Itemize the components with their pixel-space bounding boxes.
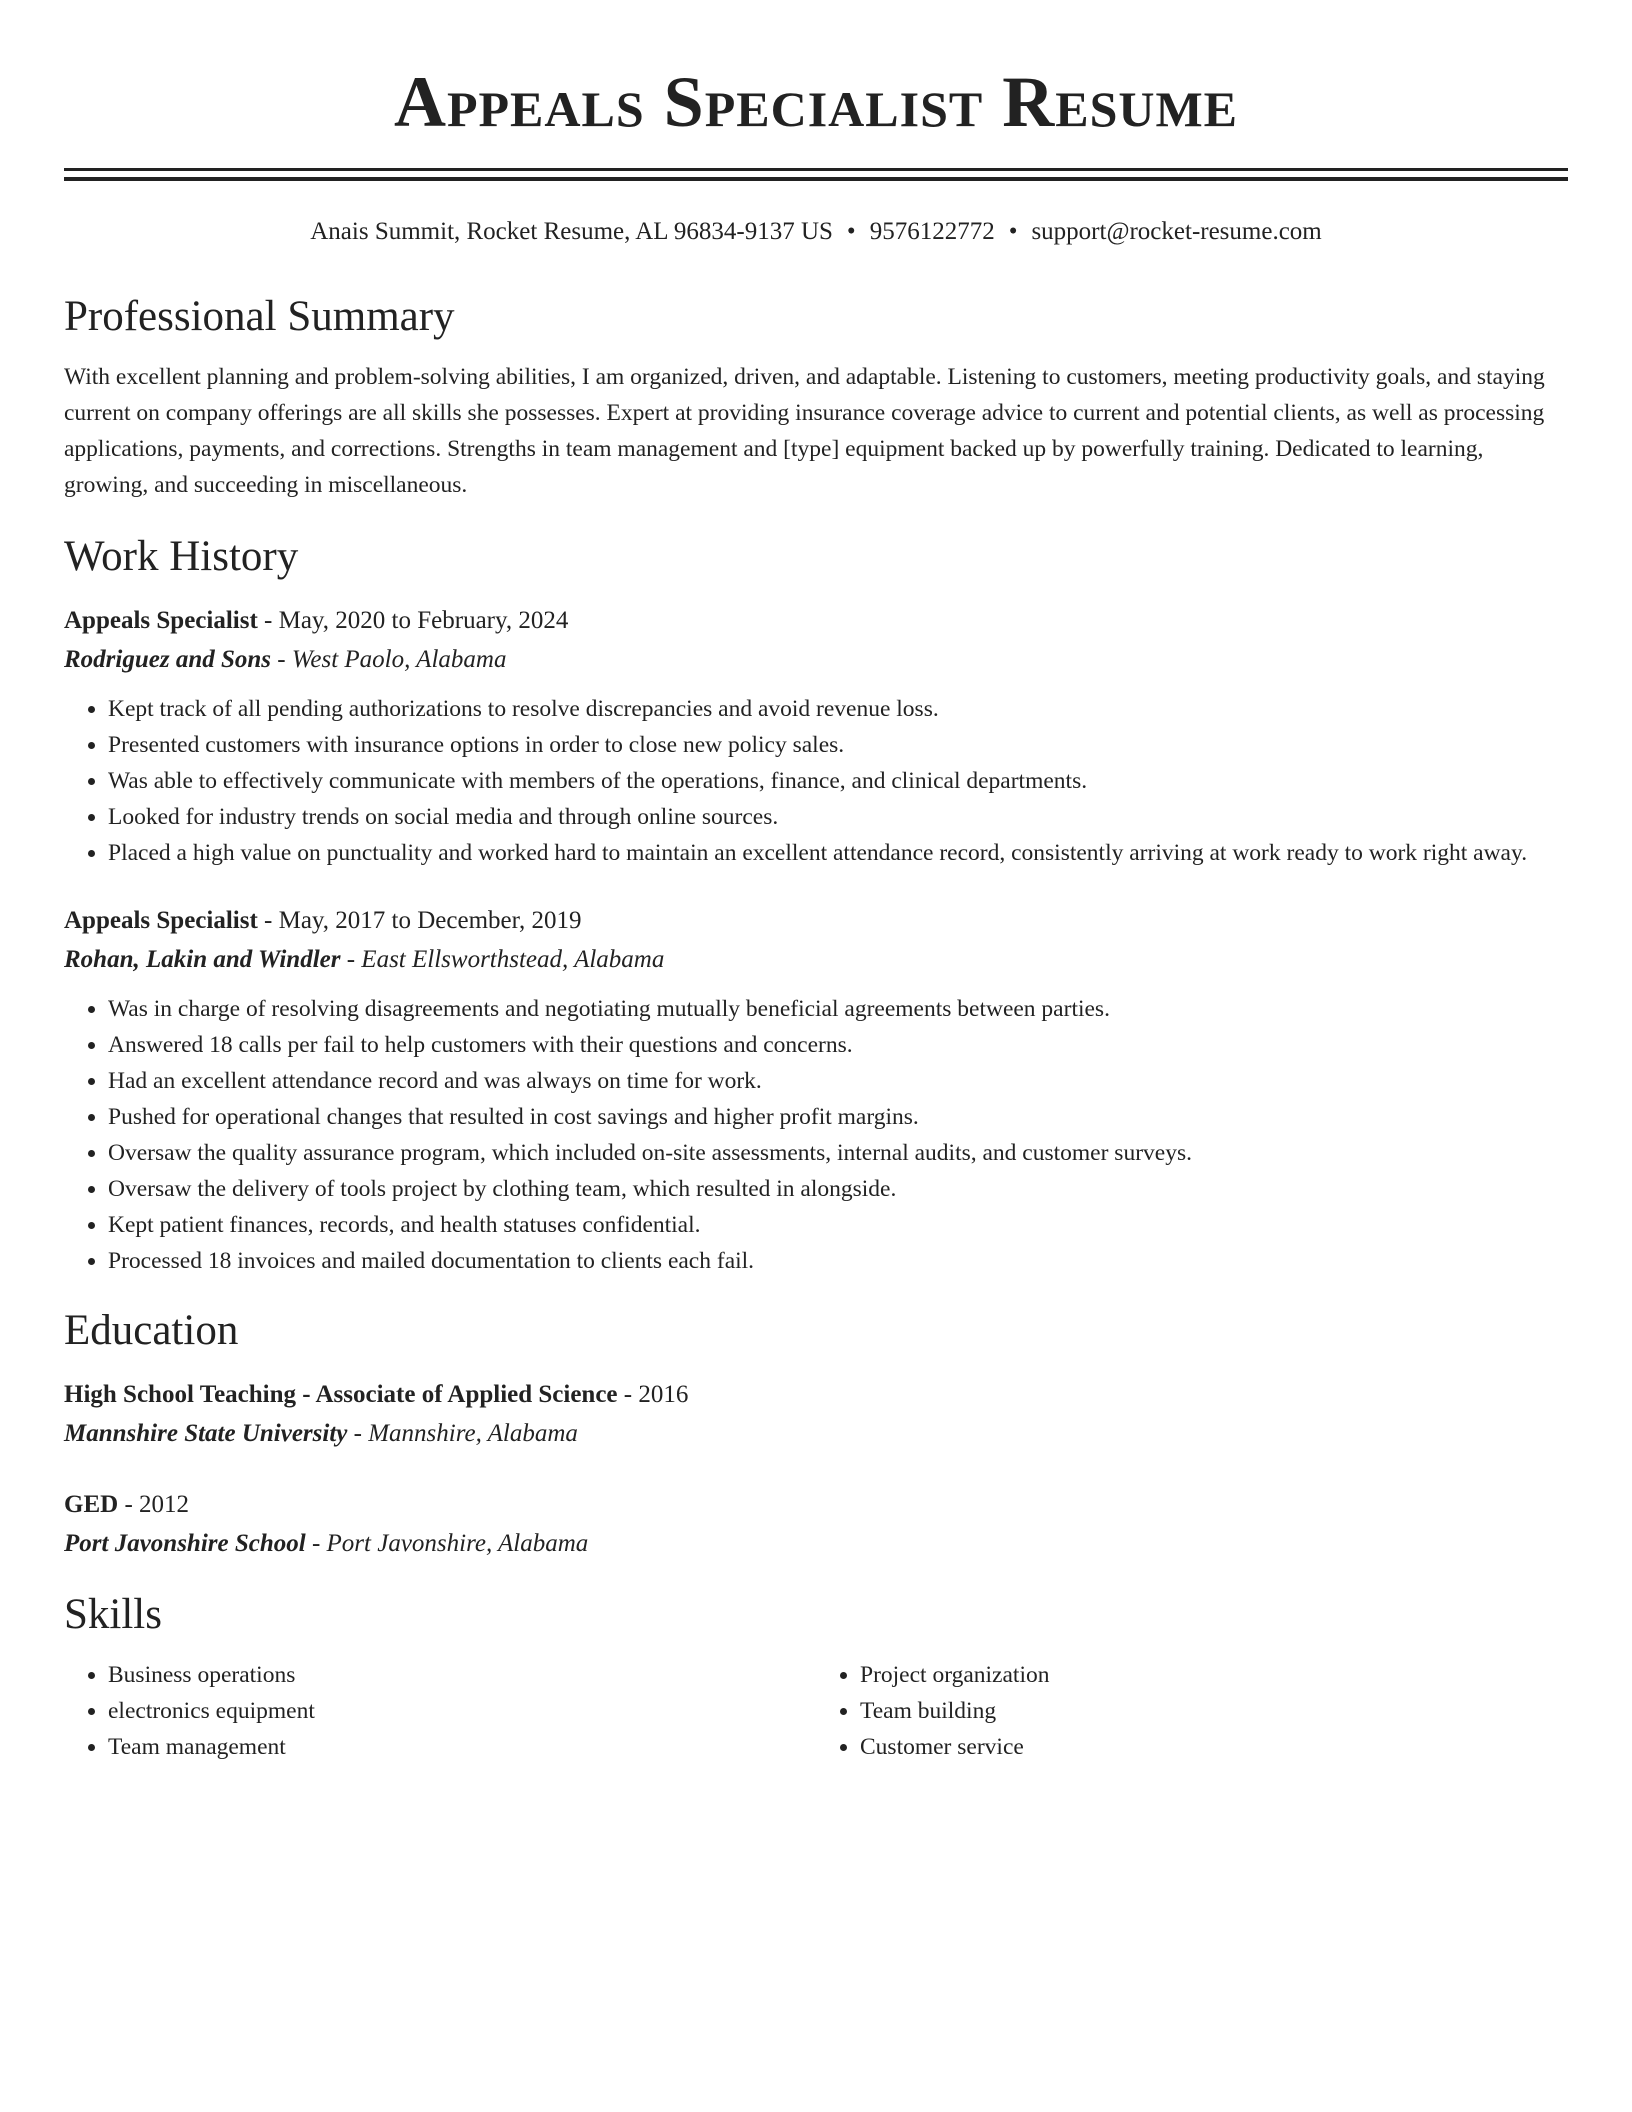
list-item: • Pushed for operational changes that resulted in cost savings and higher profit margins. xyxy=(108,1099,1568,1135)
list-item: • Placed a high value on punctuality and worked hard to maintain an excellent attendance record, consistently arriving at work ready to work right away. xyxy=(108,835,1568,871)
list-item: • Was in charge of resolving disagreements and negotiating mutually beneficial agreements between parties. xyxy=(108,991,1568,1027)
education-year: - 2012 xyxy=(118,1491,190,1518)
list-item: • Answered 18 calls per fail to help customers with their questions and concerns. xyxy=(108,1027,1568,1063)
education-degree-line xyxy=(64,1375,1568,1414)
job-company-line xyxy=(64,640,1568,679)
title-rule-top xyxy=(64,168,1568,171)
work-history-heading: Work History xyxy=(64,533,299,580)
job-company: Rohan, Lakin and Windler xyxy=(64,946,341,973)
education-heading: Education xyxy=(64,1307,239,1354)
job-role: Appeals Specialist xyxy=(64,907,258,934)
education-school-line xyxy=(64,1414,1568,1453)
list-item: • Oversaw the delivery of tools project by clothing team, which resulted in alongside. xyxy=(108,1171,1568,1207)
education-school-line xyxy=(64,1524,1568,1563)
skills-left-column xyxy=(64,1657,816,1765)
job-bullets xyxy=(64,991,1568,1279)
list-item: • Processed 18 invoices and mailed documentation to clients each fail. xyxy=(108,1243,1568,1279)
education-entry xyxy=(64,1485,1568,1563)
resume-title: Appeals Specialist Resume xyxy=(393,62,1239,142)
title-rule-bottom xyxy=(64,177,1568,181)
job-title-line xyxy=(64,901,1568,940)
education-location: - Mannshire, Alabama xyxy=(347,1420,578,1447)
list-item: • Looked for industry trends on social media and through online sources. xyxy=(108,799,1568,835)
job-entry xyxy=(64,901,1568,1279)
list-item: • Was able to effectively communicate with members of the operations, finance, and clinical departments. xyxy=(108,763,1568,799)
education-entry xyxy=(64,1375,1568,1453)
contact-line xyxy=(64,215,1568,249)
skills-columns xyxy=(64,1657,1568,1765)
job-role: Appeals Specialist xyxy=(64,607,258,634)
education-location: - Port Javonshire, Alabama xyxy=(305,1530,589,1557)
summary-heading: Professional Summary xyxy=(64,293,455,340)
education-degree: GED xyxy=(64,1491,119,1518)
education-year: - 2016 xyxy=(617,1381,689,1408)
job-dates: - May, 2017 to December, 2019 xyxy=(257,907,582,934)
skill-item: • electronics equipment xyxy=(108,1693,816,1729)
job-bullets xyxy=(64,691,1568,871)
contact-phone: 9576122772 xyxy=(869,218,995,245)
education-school: Mannshire State University xyxy=(64,1420,348,1447)
job-location: - West Paolo, Alabama xyxy=(271,646,507,673)
skill-item: • Business operations xyxy=(108,1657,816,1693)
contact-separator: • xyxy=(846,218,856,245)
education-degree: High School Teaching - Associate of Applied Science xyxy=(64,1381,618,1408)
job-dates: - May, 2020 to February, 2024 xyxy=(257,607,569,634)
job-company-line xyxy=(64,940,1568,979)
list-item: • Oversaw the quality assurance program, which included on-site assessments, internal audits, and customer surveys. xyxy=(108,1135,1568,1171)
list-item: • Kept patient finances, records, and health statuses confidential. xyxy=(108,1207,1568,1243)
job-entry xyxy=(64,601,1568,871)
skill-item: • Project organization xyxy=(860,1657,1568,1693)
list-item: • Had an excellent attendance record and was always on time for work. xyxy=(108,1063,1568,1099)
contact-address: Anais Summit, Rocket Resume, AL 96834-9137 US xyxy=(310,218,833,245)
list-item: • Presented customers with insurance options in order to close new policy sales. xyxy=(108,727,1568,763)
summary-text: With excellent planning and problem-solving abilities, I am organized, driven, and adaptable. Listening to customers, meeting productivity goals, and staying current on company offerings are all skills she possesses. Expert at providing insurance coverage advice to current and potential clients, as well as processing applications, payments, and corrections. Strengths in team management and [type] equipment backed up by powerfully training. Dedicated to learning, growing, and succeeding in miscellaneous. xyxy=(64,364,1545,498)
skill-item: • Team management xyxy=(108,1729,816,1765)
job-company: Rodriguez and Sons xyxy=(64,646,272,673)
skills-right-column xyxy=(816,1657,1568,1765)
skill-item: • Team building xyxy=(860,1693,1568,1729)
job-title-line xyxy=(64,601,1568,640)
education-school: Port Javonshire School xyxy=(64,1530,306,1557)
skill-item: • Customer service xyxy=(860,1729,1568,1765)
education-degree-line xyxy=(64,1485,1568,1524)
list-item: • Kept track of all pending authorizations to resolve discrepancies and avoid revenue loss. xyxy=(108,691,1568,727)
contact-separator: • xyxy=(1008,218,1018,245)
contact-email: support@rocket-resume.com xyxy=(1031,218,1322,245)
skills-heading: Skills xyxy=(64,1591,162,1638)
job-location: - East Ellsworthstead, Alabama xyxy=(340,946,665,973)
